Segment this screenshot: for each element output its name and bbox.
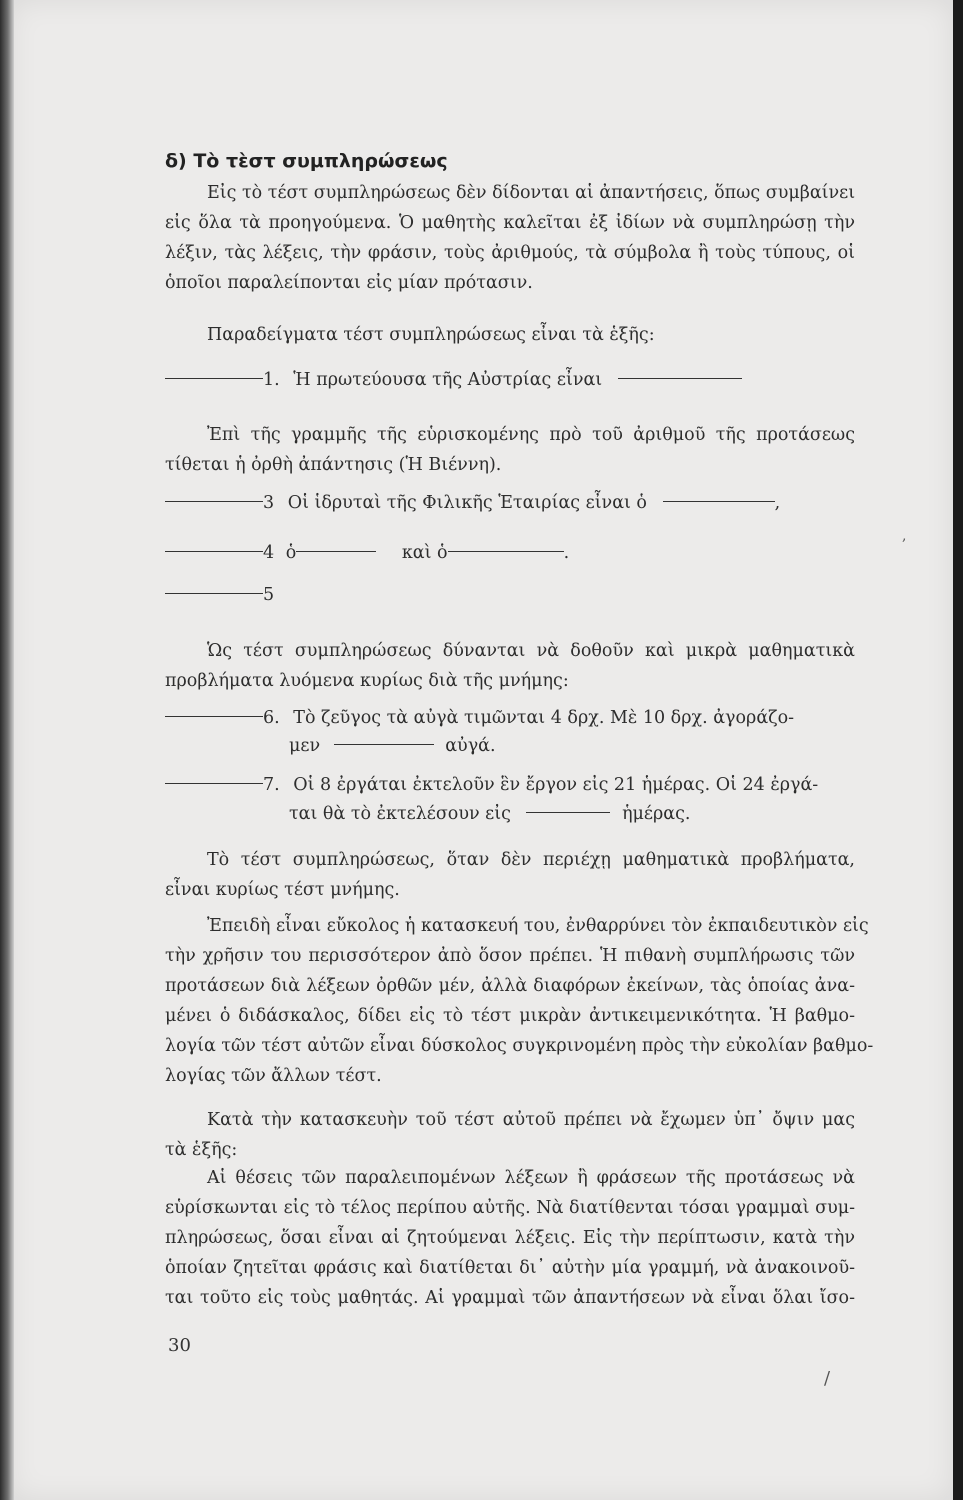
item-text: ὁ	[285, 543, 297, 563]
text-line: μένει ὁ διδάσκαλος, δίδει εἰς τὸ τέστ μικρὰν ἀντικειμενικότητα. Ἡ βαθμο-	[165, 1006, 855, 1026]
example-item-4	[165, 538, 569, 568]
text-line: εὑρίσκωνται εἰς τὸ τέλος περίπου αὐτῆς. Νὰ διατίθενται τόσαι γραμμαὶ συμ-	[165, 1198, 855, 1218]
answer-blank	[618, 378, 742, 379]
item-number: 1.	[263, 370, 280, 390]
math-intro-paragraph	[165, 636, 855, 696]
ease-paragraph	[165, 911, 874, 1091]
item-text: αὐγά.	[445, 736, 496, 756]
text-line: εἶναι κυρίως τέστ μνήμης.	[165, 880, 400, 900]
text-line: πληρώσεως, ὅσαι εἶναι αἱ ζητούμεναι λέξεις. Εἰς τὴν περίπτωσιν, κατὰ τὴν	[165, 1228, 855, 1248]
answer-blank	[165, 783, 263, 784]
text-line: Τὸ τέστ συμπληρώσεως, ὅταν δὲν περιέχῃ μαθηματικὰ προβλήματα,	[207, 850, 855, 870]
book-spine	[0, 0, 14, 1500]
item-text: ἡμέρας.	[622, 804, 691, 824]
text-line: Παραδείγματα τέστ συμπληρώσεως εἶναι τὰ ἑξῆς:	[207, 325, 655, 345]
item-text: Τὸ ζεῦγος τὰ αὐγὰ τιμῶνται 4 δρχ. Μὲ 10 δρχ. ἀγοράζο-	[293, 708, 795, 728]
answer-blank	[165, 593, 263, 594]
item-text: Οἱ 8 ἐργάται ἐκτελοῦν ἓν ἔργον εἰς 21 ἡμέρας. Οἱ 24 ἐργά-	[293, 775, 819, 795]
answer-blank	[165, 501, 263, 502]
item-text: ται θὰ τὸ ἐκτελέσουν εἰς	[289, 804, 511, 824]
answer-blank	[334, 744, 434, 745]
example-item-6	[165, 703, 794, 733]
note-paragraph	[165, 420, 855, 480]
text-line: ὁποίαν ζητεῖται φράσις καὶ διατίθεται δι᾽ αὐτὴν μία γραμμή, νὰ ἀνακοινοῦ-	[165, 1258, 855, 1278]
example-item-3	[165, 488, 780, 518]
answer-blank	[165, 551, 263, 552]
item-text: Οἱ ἱδρυταὶ τῆς Φιλικῆς Ἑταιρίας εἶναι ὁ	[287, 493, 647, 513]
example-item-1	[165, 365, 742, 395]
answer-blank	[296, 551, 376, 552]
text-line: λογία τῶν τέστ αὐτῶν εἶναι δύσκολος συγκρινομένη πρὸς τὴν εὐκολίαν βαθμο-	[165, 1036, 874, 1056]
item-number: 3	[263, 493, 275, 513]
item-text: Ἡ πρωτεύουσα τῆς Αὐστρίας εἶναι	[293, 370, 603, 390]
answer-blank	[165, 378, 263, 379]
example-item-6-continued	[289, 731, 496, 761]
text-line: ται τοῦτο εἰς τοὺς μαθητάς. Αἱ γραμμαὶ τῶν ἀπαντήσεων νὰ εἶναι ὅλαι ἴσο-	[165, 1288, 855, 1308]
item-number: 7.	[263, 775, 280, 795]
answer-blank	[663, 501, 775, 502]
text-line: τὰ ἑξῆς:	[165, 1140, 238, 1160]
text-line: ὁποῖοι παραλείπονται εἰς μίαν πρότασιν.	[165, 273, 533, 293]
memory-paragraph	[165, 845, 855, 905]
section-heading: δ) Τὸ τὲστ συμπληρώσεως	[165, 150, 448, 172]
item-punctuation: .	[563, 543, 570, 563]
item-text: μεν	[289, 736, 321, 756]
text-line: Εἰς τὸ τέστ συμπληρώσεως δὲν δίδονται αἱ ἀπαντήσεις, ὅπως συμβαίνει	[207, 183, 856, 203]
text-line: Ἐπειδὴ εἶναι εὔκολος ἡ κατασκευή του, ἐνθαρρύνει τὸν ἐκπαιδευτικὸν εἰς	[207, 916, 869, 936]
example-item-7-continued	[289, 799, 690, 829]
text-line: τίθεται ἡ ὀρθὴ ἀπάντησις (Ἡ Βιέννη).	[165, 455, 502, 475]
answer-blank	[165, 716, 263, 717]
answer-blank	[448, 551, 564, 552]
text-line: λέξιν, τὰς λέξεις, τὴν φράσιν, τοὺς ἀριθμούς, τὰ σύμβολα ἢ τοὺς τύπους, οἱ	[165, 243, 855, 263]
page-number: 30	[168, 1335, 191, 1356]
item-number: 6.	[263, 708, 280, 728]
item-text: καὶ ὁ	[401, 543, 448, 563]
positions-paragraph	[165, 1163, 855, 1313]
answer-blank	[526, 812, 610, 813]
text-line: εἰς ὅλα τὰ προηγούμενα. Ὁ μαθητὴς καλεῖται ἐξ ἰδίων νὰ συμπληρώσῃ τὴν	[165, 213, 855, 233]
item-punctuation: ,	[774, 493, 781, 513]
text-line: Αἱ θέσεις τῶν παραλειπομένων λέξεων ἢ φράσεων τῆς προτάσεως νὰ	[207, 1168, 855, 1188]
margin-mark: /	[824, 1368, 831, 1389]
intro-paragraph	[165, 178, 855, 298]
text-line: Κατὰ τὴν κατασκευὴν τοῦ τέστ αὐτοῦ πρέπει νὰ ἔχωμεν ὑπ᾽ ὄψιν μας	[207, 1110, 855, 1130]
example-item-7	[165, 770, 818, 800]
construction-paragraph	[165, 1105, 855, 1165]
item-number: 5	[263, 585, 275, 605]
text-line: τὴν χρῆσιν του περισσότερον ἀπὸ ὅσον πρέπει. Ἡ πιθανὴ συμπλήρωσις τῶν	[165, 946, 855, 966]
margin-mark: ,	[902, 528, 907, 544]
text-line: Ἐπὶ τῆς γραμμῆς τῆς εὑρισκομένης πρὸ τοῦ ἀριθμοῦ τῆς προτάσεως	[207, 425, 855, 445]
text-line: λογίας τῶν ἄλλων τέστ.	[165, 1066, 382, 1086]
text-line: προβλήματα λυόμενα κυρίως διὰ τῆς μνήμης:	[165, 671, 569, 691]
examples-intro	[165, 320, 855, 350]
text-line: Ὡς τέστ συμπληρώσεως δύνανται νὰ δοθοῦν καὶ μικρὰ μαθηματικὰ	[207, 641, 855, 661]
item-number: 4	[263, 543, 275, 563]
text-line: προτάσεων διὰ λέξεων ὀρθῶν μέν, ἀλλὰ διαφόρων ἐκείνων, τὰς ὁποίας ἀνα-	[165, 976, 855, 996]
example-item-5	[165, 580, 274, 610]
